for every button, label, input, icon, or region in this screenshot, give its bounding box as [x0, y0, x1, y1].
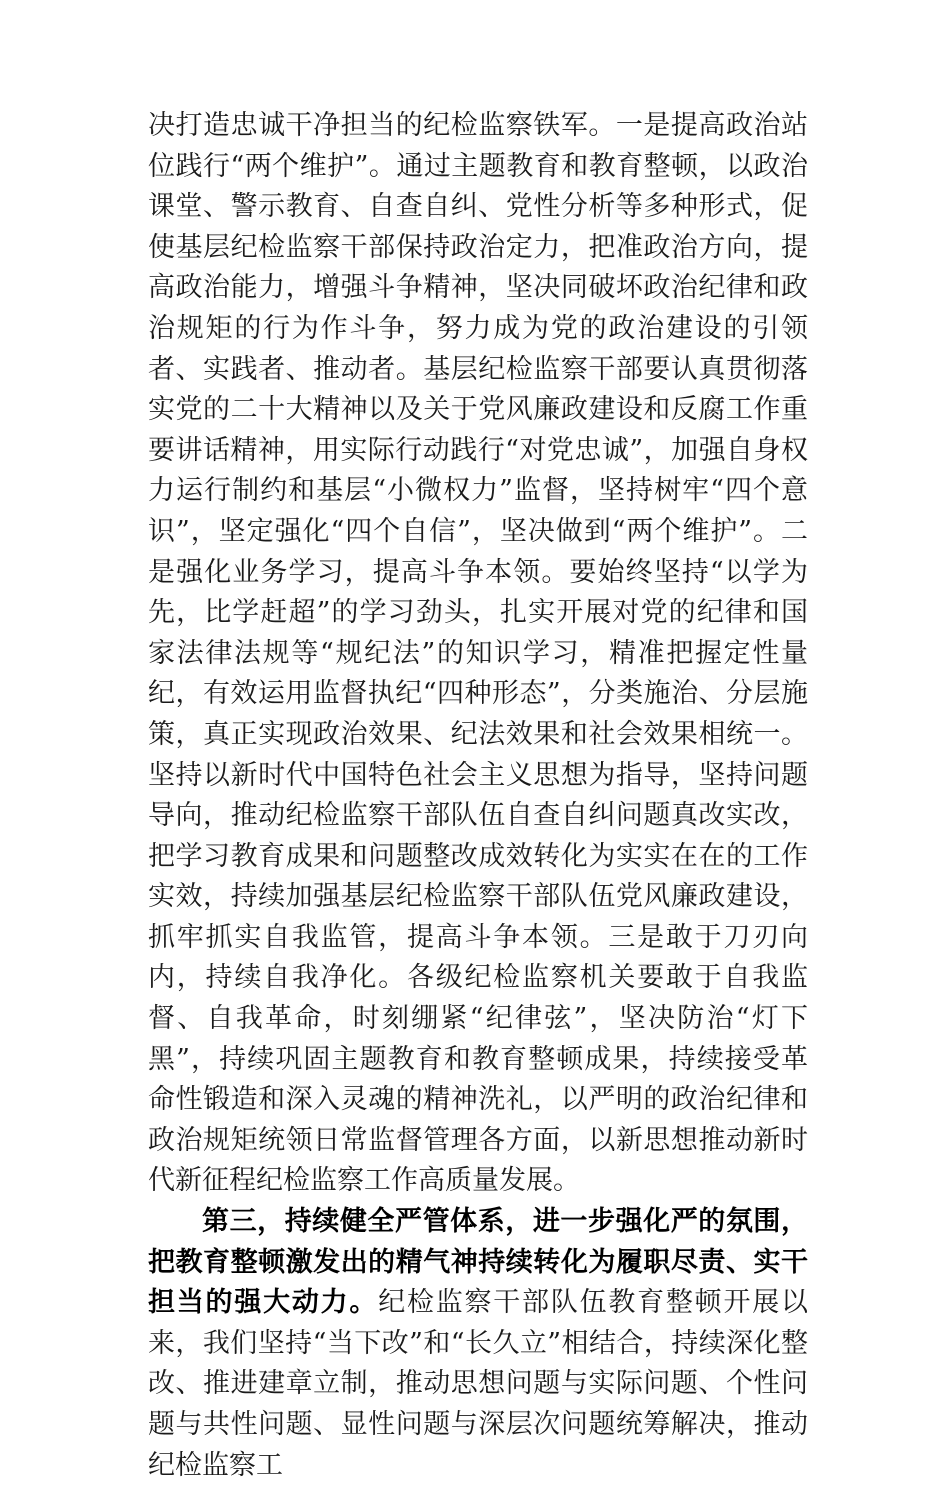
document-body [148, 106, 808, 1486]
paragraph-2-text: 纪检监察干部队伍教育整顿开展以来，我们坚持“当下改”和“长久立”相结合，持续深化整改、推进建章立制，推动思想问题与实际问题、个性问题与共性问题、显性问题与深层次问题统筹解决，推动纪检监察工 [148, 1287, 809, 1481]
paragraph-2-bold-heading: 第三，持续健全严管体系，进一步强化严的氛围，把教育整顿激发出的精气神持续转化为履职尽责、实干担当的强大动力。 [148, 1206, 808, 1319]
paragraph-1-text: 决打造忠诚干净担当的纪检监察铁军。一是提高政治站位践行“两个维护”。通过主题教育和教育整顿，以政治课堂、警示教育、自查自纠、党性分析等多种形式，促使基层纪检监察干部保持政治定力，把准政治方向，提高政治能力，增强斗争精神，坚决同破坏政治纪律和政治规矩的行为作斗争，努力成为党的政治建设的引领者、实践者、推动者。基层纪检监察干部要认真贯彻落实党的二十大精神以及关于党风廉政建设和反腐工作重要讲话精神，用实际行动践行“对党忠诚”，加强自身权力运行制约和基层“小微权力”监督，坚持树牢“四个意识”，坚定强化“四个自信”，坚决做到“两个维护”。二是强化业务学习，提高斗争本领。要始终坚持“以学为先，比学赶超”的学习劲头，扎实开展对党的纪律和国家法律法规等“规纪法”的知识学习，精准把握定性量纪，有效运用监督执纪“四种形态”，分类施治、分层施策，真正实现政治效果、纪法效果和社会效果相统一。坚持以新时代中国特色社会主义思想为指导，坚持问题导向，推动纪检监察干部队伍自查自纠问题真改实改，把学习教育成果和问题整改成效转化为实实在在的工作实效，持续加强基层纪检监察干部队伍党风廉政建设，抓牢抓实自我监管，提高斗争本领。三是敢于刀刃向内，持续自我净化。各级纪检监察机关要敢于自我监督、自我革命，时刻绷紧“纪律弦”，坚决防治“灯下黑”，持续巩固主题教育和教育整顿成果，持续接受革命性锻造和深入灵魂的精神洗礼，以严明的政治纪律和政治规矩统领日常监督管理各方面，以新思想推动新时代新征程纪检监察工作高质量发展。 [148, 110, 808, 1197]
body-paragraph-2 [148, 1202, 808, 1486]
body-paragraph-1 [148, 106, 808, 1202]
